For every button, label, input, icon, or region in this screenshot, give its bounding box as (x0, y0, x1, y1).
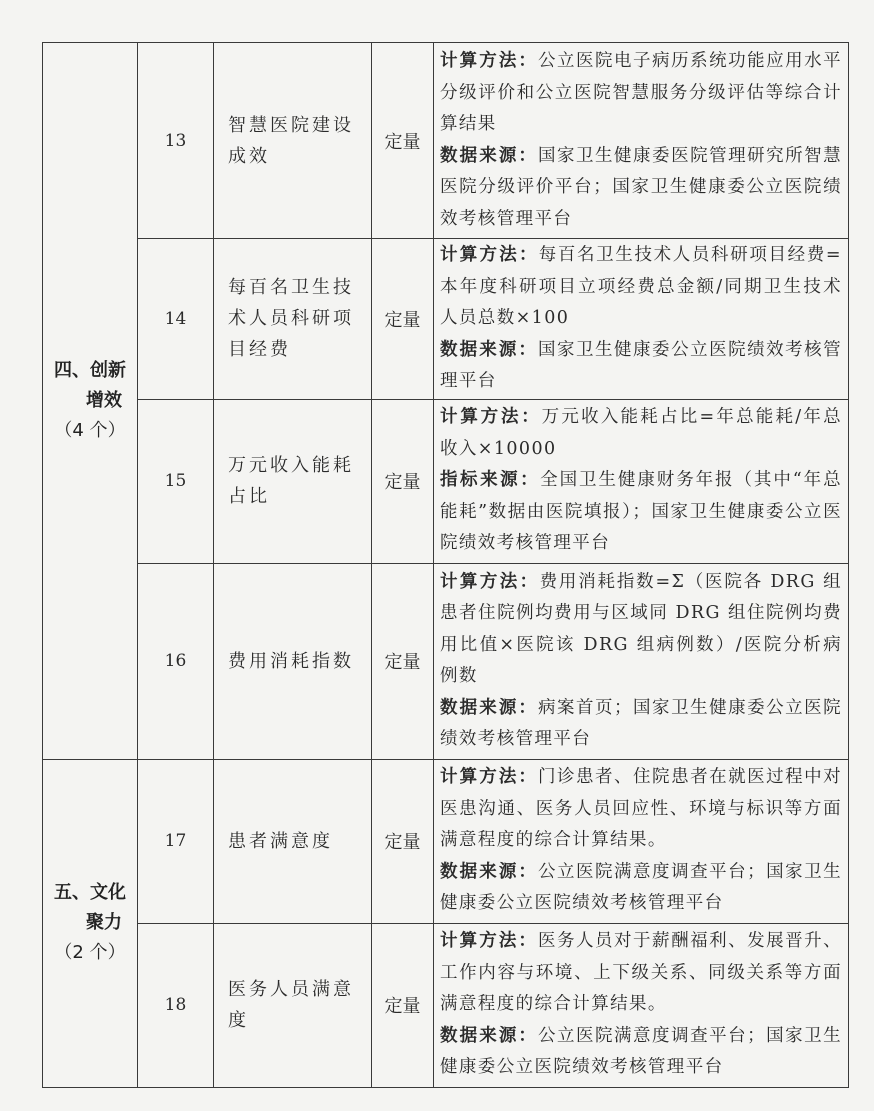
indicator-type: 定量 (372, 923, 434, 1087)
source-text: 公立医院满意度调查平台；国家卫生健康委公立医院绩效考核管理平台 (440, 861, 843, 914)
category-count: （4 个） (54, 419, 126, 441)
category-cell-culture (43, 759, 138, 1087)
method-text: 每百名卫生技术人员科研项目经费=本年度科研项目立项经费总金额/同期卫生技术人员总数×100 (440, 245, 842, 328)
indicator-description (434, 239, 849, 400)
indicator-type: 定量 (372, 759, 434, 923)
source-text: 国家卫生健康委医院管理研究所智慧医院分级评价平台；国家卫生健康委公立医院绩效考核管理平台 (440, 145, 843, 229)
table-row (43, 759, 849, 923)
indicator-name: 智慧医院建设成效 (214, 43, 372, 239)
category-line2: 增效 (86, 389, 122, 411)
source-label: 数据来源： (440, 339, 539, 360)
indicator-description (434, 399, 849, 563)
indicator-type: 定量 (372, 43, 434, 239)
indicator-type: 定量 (372, 239, 434, 400)
indicator-name: 医务人员满意度 (214, 923, 372, 1087)
source-text: 病案首页；国家卫生健康委公立医院绩效考核管理平台 (440, 697, 843, 749)
category-line1: 四、创新 (54, 359, 126, 381)
method-text: 万元收入能耗占比=年总能耗/年总收入×10000 (440, 407, 842, 459)
method-label: 计算方法： (440, 931, 539, 952)
source-label: 数据来源： (440, 861, 539, 882)
table-row (43, 43, 849, 239)
indicator-description (434, 759, 849, 923)
indicator-description (434, 923, 849, 1087)
table-row (43, 563, 849, 759)
method-text: 门诊患者、住院患者在就医过程中对医患沟通、医务人员回应性、环境与标识等方面满意程度的综合计算结果。 (440, 767, 843, 851)
row-number: 18 (138, 923, 214, 1087)
source-label: 数据来源： (440, 145, 539, 166)
indicator-description (434, 43, 849, 239)
method-text: 医务人员对于薪酬福利、发展晋升、工作内容与环境、上下级关系、同级关系等方面满意程度的综合计算结果。 (440, 931, 843, 1015)
table-row (43, 239, 849, 400)
source-text: 国家卫生健康委公立医院绩效考核管理平台 (440, 339, 843, 391)
indicator-description (434, 563, 849, 759)
method-text: 费用消耗指数=Σ（医院各 DRG 组患者住院例均费用与区域同 DRG 组住院例均费用比值×医院该 DRG 组病例数）/医院分析病例数 (440, 571, 842, 686)
row-number: 16 (138, 563, 214, 759)
indicator-type: 定量 (372, 399, 434, 563)
category-count: （2 个） (54, 942, 126, 963)
source-text: 全国卫生健康财务年报（其中“年总能耗”数据由医院填报）；国家卫生健康委公立医院绩效考核管理平台 (440, 470, 842, 554)
method-label: 计算方法： (440, 407, 542, 428)
row-number: 17 (138, 759, 214, 923)
method-text: 公立医院电子病历系统功能应用水平分级评价和公立医院智慧服务分级评估等综合计算结果 (440, 51, 843, 134)
row-number: 14 (138, 239, 214, 400)
row-number: 13 (138, 43, 214, 239)
table-row (43, 399, 849, 563)
row-number: 15 (138, 399, 214, 563)
method-label: 计算方法： (440, 571, 540, 592)
source-text: 公立医院满意度调查平台；国家卫生健康委公立医院绩效考核管理平台 (440, 1025, 843, 1078)
category-line2: 聚力 (86, 912, 122, 933)
source-label: 数据来源： (440, 1025, 539, 1046)
indicator-type: 定量 (372, 563, 434, 759)
method-label: 计算方法： (440, 51, 539, 71)
indicator-name: 患者满意度 (214, 759, 372, 923)
method-label: 计算方法： (440, 767, 539, 788)
source-label: 指标来源： (440, 470, 541, 491)
indicator-name: 万元收入能耗占比 (214, 399, 372, 563)
source-label: 数据来源： (440, 697, 539, 718)
indicator-table (42, 42, 849, 1088)
indicator-name: 费用消耗指数 (214, 563, 372, 759)
method-label: 计算方法： (440, 245, 539, 265)
category-cell-innovation (43, 43, 138, 760)
table-row (43, 923, 849, 1087)
indicator-name: 每百名卫生技术人员科研项目经费 (214, 239, 372, 400)
category-line1: 五、文化 (54, 882, 126, 903)
